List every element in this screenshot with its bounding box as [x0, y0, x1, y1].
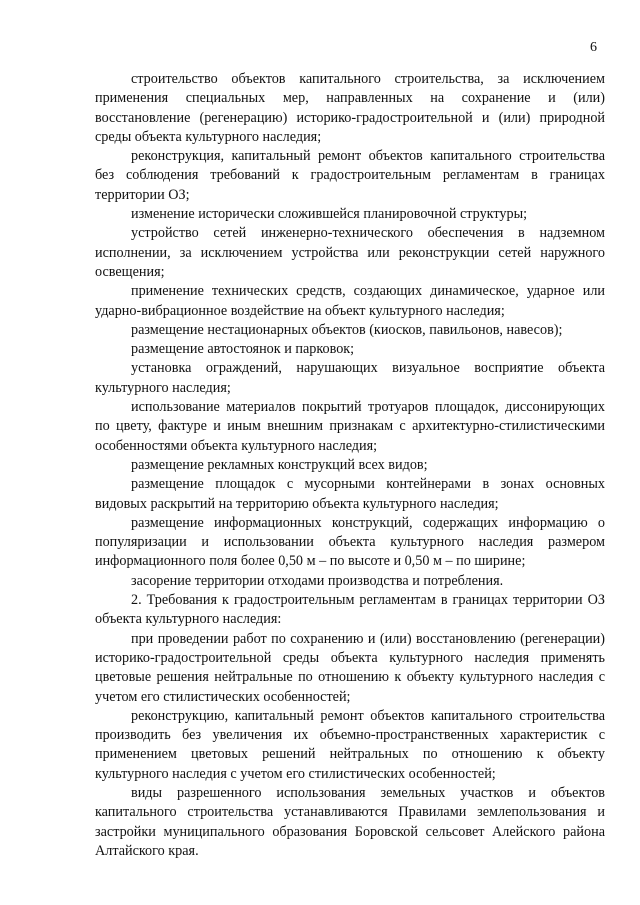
page-number: 6 [590, 40, 597, 55]
paragraph: установка ограждений, нарушающих визуальное восприятие объекта культурного наследия; [95, 360, 605, 396]
paragraph: размещение нестационарных объектов (киосков, павильонов, навесов); [131, 321, 563, 338]
paragraph: устройство сетей инженерно-технического обеспечения в надземном исполнении, за исключением устройства или реконструкции сетей наружного освещения; [95, 225, 605, 280]
paragraph: виды разрешенного использования земельных участков и объектов капитального строительства устанавливаются Правилами землепользования и застройки муниципального образования Боровской сельсовет Алейского района Алтайского края. [95, 784, 605, 859]
paragraph: при проведении работ по сохранению и (или) восстановлению (регенерации) историко-градостроительной среды объекта культурного наследия применять цветовые решения нейтральные по отношению к объекту культурного наследия с учетом его стилистических особенностей; [95, 630, 605, 705]
document-body [95, 70, 605, 861]
paragraph: реконструкцию, капитальный ремонт объектов капитального строительства производить без увеличения их объемно-пространственных характеристик с применением цветовых решений нейтральных по отношению к объекту культурного наследия с учетом его стилистических особенностей; [95, 707, 605, 782]
paragraph: размещение рекламных конструкций всех видов; [131, 456, 428, 473]
paragraph: использование материалов покрытий тротуаров площадок, диссонирующих по цвету, фактуре и иным внешним признакам с архитектурно-стилистическими особенностями объекта культурного наследия; [95, 399, 605, 454]
paragraph: 2. Требования к градостроительным регламентам в границах территории ОЗ объекта культурного наследия: [95, 592, 605, 628]
paragraph: засорение территории отходами производства и потребления. [131, 572, 504, 589]
paragraph: реконструкция, капитальный ремонт объектов капитального строительства без соблюдения требований к градостроительным регламентам в границах территории ОЗ; [95, 148, 605, 203]
paragraph: размещение площадок с мусорными контейнерами в зонах основных видовых раскрытий на территорию объекта культурного наследия; [95, 476, 605, 512]
paragraph: применение технических средств, создающих динамическое, ударное или ударно-вибрационное воздействие на объект культурного наследия; [95, 283, 605, 319]
paragraph: изменение исторически сложившейся планировочной структуры; [131, 206, 528, 223]
paragraph: строительство объектов капитального строительства, за исключением применения специальных мер, направленных на сохранение и (или) восстановление (регенерацию) историко-градостроительной и (или) природной среды объекта культурного наследия; [95, 71, 605, 145]
paragraph: размещение информационных конструкций, содержащих информацию о популяризации и использовании объекта культурного наследия размером информационного поля более 0,50 м – по высоте и 0,50 м – по ширине; [95, 514, 605, 570]
paragraph: размещение автостоянок и парковок; [131, 341, 355, 358]
